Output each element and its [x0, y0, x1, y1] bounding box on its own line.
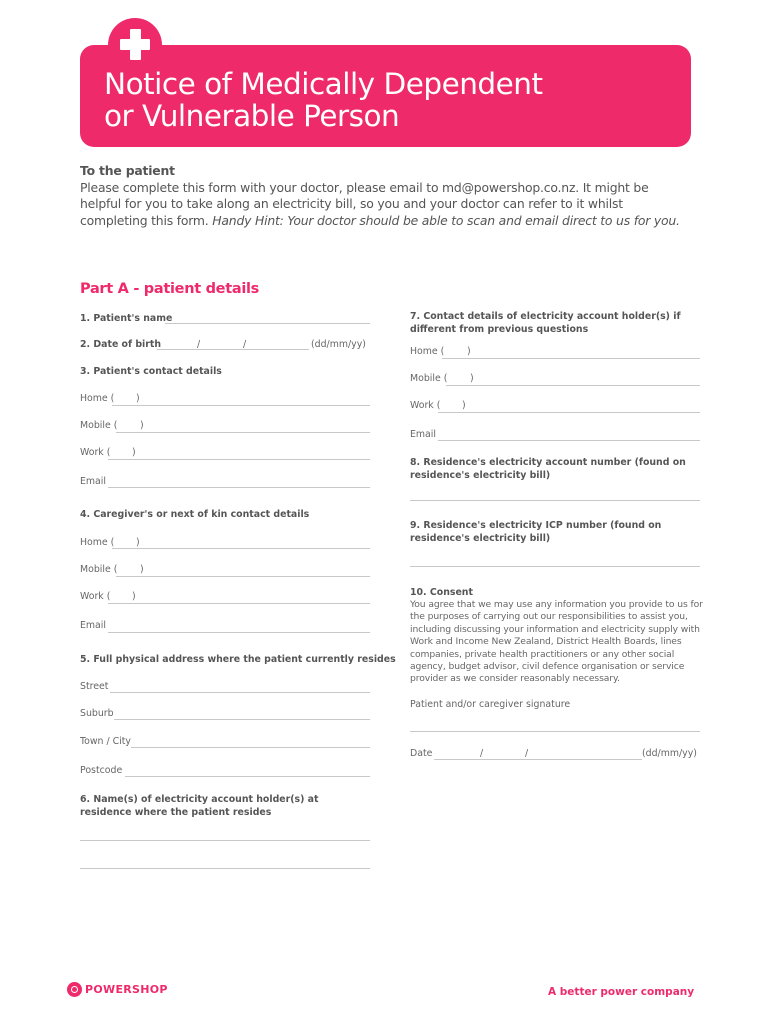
account-holders-label: 6. Name(s) of electricity account holder(s) at residence where the patient resides	[80, 794, 319, 818]
dob-format: (dd/mm/yy)	[311, 339, 366, 350]
caregiver-mobile-field[interactable]	[116, 576, 370, 577]
icp-number-field[interactable]	[410, 566, 700, 567]
contact-account-label: 7. Contact details of electricity account holder(s) if different from previous questions	[410, 311, 681, 335]
email-label: Email	[80, 620, 107, 631]
close-paren: )	[140, 564, 144, 575]
intro-hint: Handy Hint: Your doctor should be able to scan and email direct to us for you.	[212, 212, 680, 228]
powershop-logo-icon	[67, 982, 82, 997]
date-format: (dd/mm/yy)	[642, 748, 697, 759]
close-paren: )	[132, 447, 136, 458]
mobile-label: Mobile (	[410, 373, 448, 384]
caregiver-email-field[interactable]	[108, 632, 370, 633]
medical-plus-icon	[108, 18, 162, 72]
tagline: A better power company	[548, 986, 695, 998]
mobile-label: Mobile (	[80, 564, 118, 575]
email-field[interactable]	[108, 487, 370, 488]
intro-text	[80, 163, 680, 229]
title-line-1: Notice of Medically Dependent	[104, 67, 543, 101]
dob-separator: /	[197, 339, 201, 350]
work-phone-field[interactable]	[108, 459, 370, 460]
close-paren: )	[136, 393, 140, 404]
part-a-title: Part A - patient details	[80, 281, 259, 297]
postcode-field[interactable]	[125, 776, 370, 777]
icp-number-label: 9. Residence's electricity ICP number (found on residence's electricity bill)	[410, 520, 662, 544]
date-separator: /	[525, 748, 529, 759]
signature-label: Patient and/or caregiver signature	[410, 699, 571, 710]
account-holders-field[interactable]	[80, 840, 370, 841]
close-paren: )	[470, 373, 474, 384]
powershop-logo-text: POWERSHOP	[85, 983, 168, 996]
consent-body: You agree that we may use any information you provide to us for the purposes of carrying out our responsibilities to assist you, including discussing your information and electricity supply with Work and Income New Zealand, District Health Boards, lines companies, private health practitioners or any other social agency, budget advisor, civil defence organisation or service provider as we consider reasonably necessary.	[410, 599, 703, 685]
home-label: Home (	[80, 537, 115, 548]
date-field[interactable]	[434, 759, 642, 760]
street-label: Street	[80, 681, 109, 692]
dob-separator: /	[243, 339, 247, 350]
close-paren: )	[467, 346, 471, 357]
home-label: Home (	[80, 393, 115, 404]
email-label: Email	[410, 429, 437, 440]
caregiver-label: 4. Caregiver's or next of kin contact details	[80, 509, 310, 520]
close-paren: )	[462, 400, 466, 411]
patient-name-label: 1. Patient's name	[80, 313, 173, 324]
patient-name-field[interactable]	[165, 323, 370, 324]
suburb-field[interactable]	[114, 719, 370, 720]
work-label: Work (	[410, 400, 441, 411]
home-phone-field[interactable]	[112, 405, 370, 406]
postcode-label: Postcode	[80, 765, 123, 776]
suburb-label: Suburb	[80, 708, 114, 719]
consent-title: 10. Consent	[410, 587, 473, 598]
account-number-label: 8. Residence's electricity account number (found on residence's electricity bill)	[410, 457, 686, 481]
town-label: Town / City	[80, 736, 131, 747]
close-paren: )	[140, 420, 144, 431]
address-label: 5. Full physical address where the patient currently resides	[80, 654, 396, 665]
intro-heading: To the patient	[80, 163, 175, 178]
date-separator: /	[480, 748, 484, 759]
dob-field[interactable]	[157, 349, 309, 350]
contact-details-label: 3. Patient's contact details	[80, 366, 222, 377]
signature-field[interactable]	[410, 731, 700, 732]
account-mobile-field[interactable]	[446, 385, 700, 386]
powershop-logo	[67, 982, 168, 997]
account-work-field[interactable]	[438, 412, 700, 413]
close-paren: )	[132, 591, 136, 602]
work-label: Work (	[80, 591, 111, 602]
caregiver-work-field[interactable]	[108, 603, 370, 604]
email-label: Email	[80, 476, 107, 487]
work-label: Work (	[80, 447, 111, 458]
close-paren: )	[136, 537, 140, 548]
caregiver-home-field[interactable]	[112, 548, 370, 549]
account-home-field[interactable]	[442, 358, 700, 359]
intro-body: Please complete this form with your doctor, please email to md@powershop.co.nz. It might be helpful for you to take along an electricity bill, so you and your doctor can refer to it whilst completing this form.	[80, 179, 649, 228]
account-email-field[interactable]	[438, 440, 700, 441]
date-label: Date	[410, 748, 433, 759]
street-field[interactable]	[110, 692, 370, 693]
account-holders-field-2[interactable]	[80, 868, 370, 869]
home-label: Home (	[410, 346, 445, 357]
mobile-label: Mobile (	[80, 420, 118, 431]
page-title	[104, 68, 664, 132]
town-field[interactable]	[131, 747, 370, 748]
title-line-2: or Vulnerable Person	[104, 99, 400, 133]
dob-label: 2. Date of birth	[80, 339, 162, 350]
account-number-field[interactable]	[410, 500, 700, 501]
mobile-phone-field[interactable]	[116, 432, 370, 433]
